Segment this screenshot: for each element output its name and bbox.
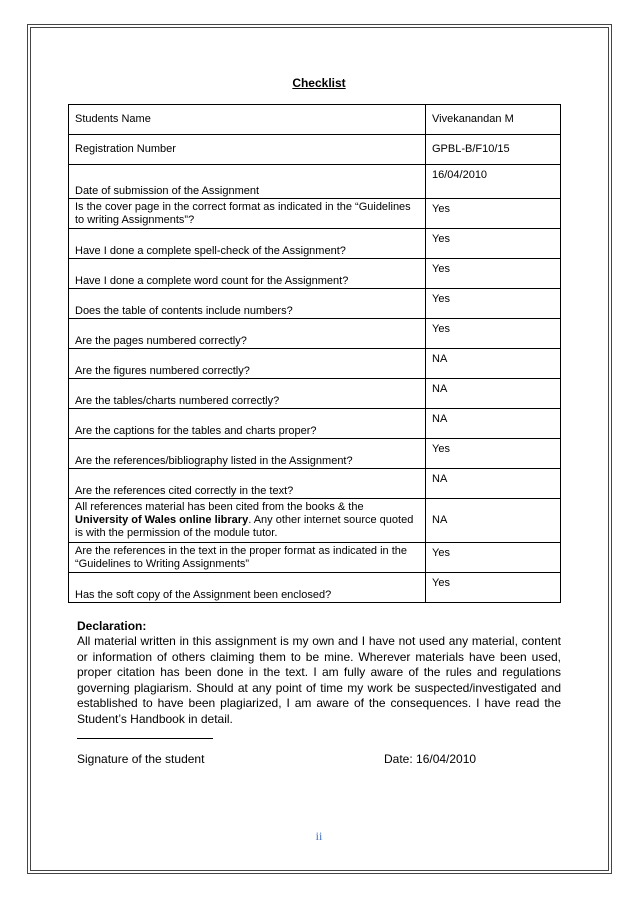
row-question: Students Name	[69, 105, 426, 135]
signature-date: Date: 16/04/2010	[384, 752, 477, 766]
row-answer: Yes	[426, 199, 561, 229]
row-question: Are the figures numbered correctly?	[69, 349, 426, 379]
table-row	[69, 573, 561, 603]
row-answer: Yes	[426, 543, 561, 573]
table-row	[69, 229, 561, 259]
row-question: Are the captions for the tables and charts proper?	[69, 409, 426, 439]
table-row	[69, 439, 561, 469]
row-answer: NA	[426, 349, 561, 379]
checklist-table	[68, 104, 561, 603]
table-row	[69, 543, 561, 573]
row-answer: NA	[426, 469, 561, 499]
row-answer: NA	[426, 379, 561, 409]
row-question: Are the pages numbered correctly?	[69, 319, 426, 349]
table-row	[69, 409, 561, 439]
table-row	[69, 289, 561, 319]
row-question	[69, 499, 426, 543]
row-question-text: . Any other internet source quoted is with the permission of the module tutor.	[75, 514, 414, 539]
row-answer: Vivekanandan M	[426, 105, 561, 135]
row-question: Has the soft copy of the Assignment been enclosed?	[69, 573, 426, 603]
row-answer: Yes	[426, 289, 561, 319]
row-question: Have I done a complete spell-check of the Assignment?	[69, 229, 426, 259]
table-row	[69, 199, 561, 229]
table-row	[69, 105, 561, 135]
row-answer: Yes	[426, 439, 561, 469]
table-row	[69, 135, 561, 165]
row-answer: Yes	[426, 259, 561, 289]
signature-label: Signature of the student	[77, 752, 205, 766]
row-answer: Yes	[426, 573, 561, 603]
signature-line	[77, 738, 213, 739]
row-question: Are the references in the text in the proper format as indicated in the “Guidelines to Writing Assignments”	[69, 543, 426, 573]
table-row	[69, 499, 561, 543]
table-row	[69, 469, 561, 499]
row-question: Date of submission of the Assignment	[69, 165, 426, 199]
row-answer: NA	[426, 499, 561, 543]
declaration-heading: Declaration:	[77, 619, 147, 633]
row-answer: 16/04/2010	[426, 165, 561, 199]
row-question: Are the tables/charts numbered correctly?	[69, 379, 426, 409]
page-title: Checklist	[292, 76, 346, 90]
row-answer: GPBL-B/F10/15	[426, 135, 561, 165]
declaration-text: All material written in this assignment is my own and I have not used any material, content or information of others claiming them to be mine. Wherever materials have been used, proper citation has been done in the text. I am fully aware of the rules and regulations governing plagiarism. Should at any point of time my work be suspected/investigated and established to have been plagiarized, I am aware of the consequences. I have read the Student’s Handbook in detail.	[77, 634, 561, 726]
row-question: Have I done a complete word count for the Assignment?	[69, 259, 426, 289]
row-question: Are the references cited correctly in the text?	[69, 469, 426, 499]
row-question: Registration Number	[69, 135, 426, 165]
library-name: University of Wales online library	[75, 514, 249, 526]
table-row	[69, 259, 561, 289]
row-question: Are the references/bibliography listed in the Assignment?	[69, 439, 426, 469]
table-row	[69, 379, 561, 409]
row-answer: Yes	[426, 319, 561, 349]
page-number: ii	[315, 829, 323, 843]
table-row	[69, 165, 561, 199]
row-answer: Yes	[426, 229, 561, 259]
table-row	[69, 349, 561, 379]
row-question-text: All references material has been cited from the books & the	[75, 501, 364, 513]
row-question: Is the cover page in the correct format as indicated in the “Guidelines to writing Assignments”?	[69, 199, 426, 229]
row-question: Does the table of contents include numbers?	[69, 289, 426, 319]
table-row	[69, 319, 561, 349]
row-answer: NA	[426, 409, 561, 439]
